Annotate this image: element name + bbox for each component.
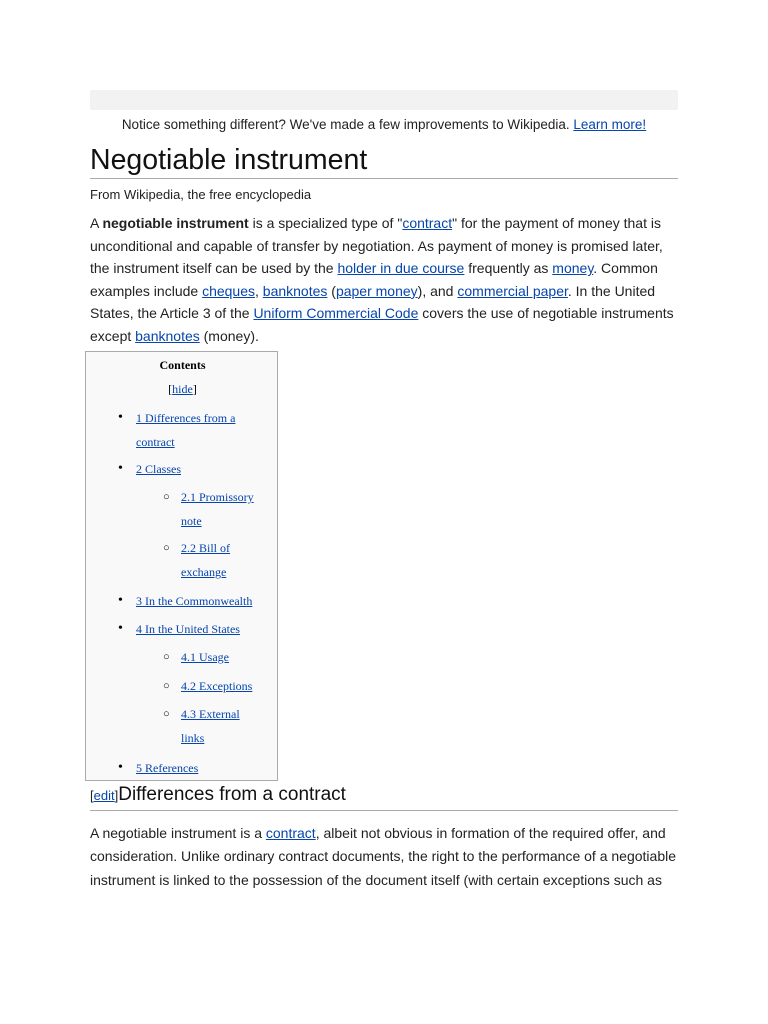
toc-link-commonwealth[interactable]: 3 In the Commonwealth <box>136 594 253 608</box>
lead-text: frequently as <box>464 260 553 277</box>
lead-text: is a specialized type of " <box>248 215 403 231</box>
toc-item-commonwealth <box>118 589 253 613</box>
toc-item-united-states <box>118 617 240 641</box>
toc-link-classes[interactable]: 2 Classes <box>136 462 181 476</box>
learn-more-link[interactable]: Learn more! <box>573 117 647 132</box>
bullet-icon: • <box>118 760 123 775</box>
toc-title: Contents <box>159 358 206 372</box>
lead-text: A <box>90 215 103 231</box>
circle-bullet-icon: ○ <box>163 542 170 554</box>
lead-paragraph <box>90 212 678 348</box>
toc-link-bill-of-exchange[interactable] <box>181 541 230 579</box>
toc-item-external-links <box>163 702 240 750</box>
bullet-icon: • <box>118 410 123 425</box>
circle-bullet-icon: ○ <box>163 708 170 720</box>
toc-item-classes <box>118 457 181 481</box>
toc-link-united-states[interactable]: 4 In the United States <box>136 622 240 636</box>
toc-hide-toggle <box>86 382 279 397</box>
link-uniform-commercial-code[interactable]: Uniform Commercial Code <box>253 305 419 322</box>
body-text: A negotiable instrument is a <box>90 825 266 841</box>
page-title: Negotiable instrument <box>90 143 678 179</box>
toc-link-exceptions[interactable]: 4.2 Exceptions <box>181 679 253 693</box>
toc-link-external-links[interactable] <box>181 707 240 745</box>
edit-bracket: [ <box>90 788 94 803</box>
lead-text: ), and <box>417 282 458 299</box>
toc-hide-bracket: ] <box>192 382 197 396</box>
toc-link-promissory-note[interactable] <box>181 490 254 528</box>
toc-item-exceptions <box>163 674 253 698</box>
lead-text: (money). <box>199 327 259 344</box>
section-edit <box>90 788 118 803</box>
toc-link-references[interactable]: 5 References <box>136 761 199 775</box>
toc-link-line: links <box>181 731 205 745</box>
toc-link-line: contract <box>136 435 175 449</box>
body-text: , albeit not obvious in formation of the required offer, and consideration. Unlike ordinary contract documents, the right to the performance of a negotiable instrument is linked to the possession of the document itself (with certain exceptions such as <box>90 825 676 888</box>
link-holder-in-due-course[interactable]: holder in due course <box>337 260 465 277</box>
lead-text: , <box>255 282 263 299</box>
toc-link-line: note <box>181 514 202 528</box>
link-contract-body[interactable]: contract <box>265 825 316 841</box>
edit-bracket: ] <box>114 788 119 803</box>
toc-link-line: exchange <box>181 565 227 579</box>
site-notice-text: Notice something different? We've made a few improvements to Wikipedia. <box>121 117 570 132</box>
lead-text: ( <box>327 282 336 299</box>
link-money[interactable]: money <box>552 260 594 277</box>
toc-link-line: 2.1 Promissory <box>181 490 254 504</box>
lead-text: " for the payment of money that is unconditional and capable of transfer by negotiation. As payment of money is promised later, the instrument itself can be used by the <box>90 215 663 277</box>
section-heading-text: Differences from a contract <box>118 784 346 805</box>
lead-text: . In the United States, the Article 3 of the <box>90 282 656 322</box>
toc-link-line: 4.3 External <box>181 707 240 721</box>
toc-item-references <box>118 756 199 780</box>
toc-item-bill-of-exchange <box>163 536 231 584</box>
body-paragraph <box>90 822 678 892</box>
toc-link-differences[interactable] <box>136 411 235 449</box>
toc-link-line: 2.2 Bill of <box>181 541 231 555</box>
link-banknotes[interactable]: banknotes <box>262 282 328 299</box>
circle-bullet-icon: ○ <box>163 651 170 663</box>
lead-text: . Common examples include <box>90 260 658 299</box>
site-notice-bar <box>90 90 678 110</box>
bullet-icon: • <box>118 621 123 636</box>
link-paper-money[interactable]: paper money <box>335 282 418 299</box>
circle-bullet-icon: ○ <box>163 680 170 692</box>
toc-item-differences <box>118 406 236 454</box>
link-contract[interactable]: contract <box>402 215 453 231</box>
bullet-icon: • <box>118 461 123 476</box>
circle-bullet-icon: ○ <box>163 491 170 503</box>
tagline: From Wikipedia, the free encyclopedia <box>90 187 312 202</box>
toc-item-promissory-note <box>163 485 254 533</box>
table-of-contents <box>85 351 278 781</box>
section-edit-link[interactable]: edit <box>93 788 115 803</box>
toc-hide-link[interactable]: hide <box>172 382 193 396</box>
toc-link-line: 1 Differences from a <box>136 411 236 425</box>
link-commercial-paper[interactable]: commercial paper <box>457 282 568 299</box>
section-heading-differences <box>90 783 678 811</box>
toc-hide-bracket: [ <box>168 382 173 396</box>
toc-link-usage[interactable]: 4.1 Usage <box>181 650 229 664</box>
lead-text: covers the use of negotiable instruments except <box>90 305 674 344</box>
toc-item-usage <box>163 645 229 669</box>
link-cheques[interactable]: cheques <box>202 282 255 299</box>
link-banknotes-2[interactable]: banknotes <box>135 327 200 344</box>
lead-bold-term: negotiable instrument <box>102 215 249 231</box>
bullet-icon: • <box>118 593 123 608</box>
site-notice <box>90 117 678 132</box>
